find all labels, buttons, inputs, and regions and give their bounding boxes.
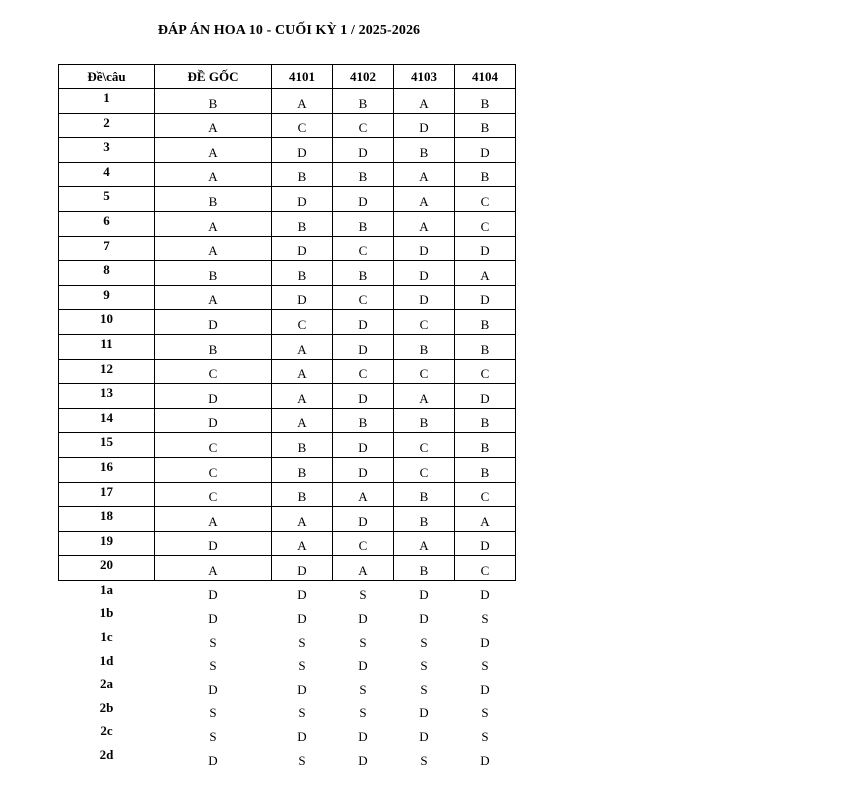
answer-4103: D: [419, 611, 429, 627]
answer-4103: C: [394, 359, 455, 384]
answer-4102: A: [333, 556, 394, 581]
question-number: 14: [59, 408, 155, 433]
header-exam-4102: 4102: [333, 65, 394, 89]
answer-4102: D: [333, 334, 394, 359]
table-row: [59, 261, 516, 286]
answer-4103: A: [394, 187, 455, 212]
answer-4102: S: [359, 587, 367, 603]
answer-4101: B: [272, 457, 333, 482]
answer-4104: D: [455, 384, 516, 409]
answer-4101: S: [298, 705, 306, 721]
answer-original: D: [155, 310, 272, 335]
answer-4101: D: [272, 138, 333, 163]
table-row: [59, 408, 516, 433]
answer-original: C: [155, 433, 272, 458]
answer-4102: B: [333, 211, 394, 236]
answer-4104: D: [455, 236, 516, 261]
answer-4103: S: [420, 752, 428, 768]
answer-4103: D: [419, 587, 429, 603]
question-number: 1c: [100, 629, 113, 645]
header-exam-4103: 4103: [394, 65, 455, 89]
table-row: [59, 652, 516, 676]
table-row: [59, 211, 516, 236]
answer-4102: C: [333, 285, 394, 310]
answer-4103: D: [394, 236, 455, 261]
table-row: [59, 604, 516, 628]
answer-4104: D: [480, 587, 490, 603]
table-row: [59, 138, 516, 163]
answer-4104: B: [455, 89, 516, 114]
answer-4104: C: [455, 211, 516, 236]
answer-4102: C: [333, 531, 394, 556]
answer-4104: B: [455, 334, 516, 359]
answer-4101: A: [272, 531, 333, 556]
answer-4104: B: [455, 310, 516, 335]
question-number: 1d: [99, 652, 114, 668]
answer-4104: D: [480, 681, 490, 697]
question-number: 12: [59, 359, 155, 384]
table-row: [59, 187, 516, 212]
answer-original: B: [155, 89, 272, 114]
answer-4103: B: [394, 507, 455, 532]
answer-4102: C: [333, 359, 394, 384]
answer-4102: B: [333, 408, 394, 433]
answer-4104: A: [455, 261, 516, 286]
question-number: 2a: [100, 676, 113, 692]
answer-4103: C: [394, 457, 455, 482]
answer-original: C: [155, 482, 272, 507]
answer-original: D: [155, 384, 272, 409]
question-number: 8: [59, 261, 155, 286]
question-number: 16: [59, 457, 155, 482]
question-number: 2c: [100, 723, 113, 739]
answer-4101: B: [272, 261, 333, 286]
table-row: [59, 580, 516, 604]
table-row: [59, 482, 516, 507]
answer-4103: D: [394, 285, 455, 310]
answer-original: A: [155, 138, 272, 163]
question-number: 15: [59, 433, 155, 458]
table-row: [59, 359, 516, 384]
table-row: [59, 236, 516, 261]
answer-original: A: [155, 211, 272, 236]
question-number: 9: [59, 285, 155, 310]
answer-4104: S: [481, 611, 489, 627]
answer-4102: D: [358, 658, 368, 674]
answer-4104: A: [455, 507, 516, 532]
answer-original: D: [208, 611, 218, 627]
answer-4102: S: [359, 681, 367, 697]
answer-4102: S: [359, 705, 367, 721]
question-number: 1b: [99, 605, 114, 621]
table-row: [59, 285, 516, 310]
answer-4103: S: [420, 658, 428, 674]
table-row: [59, 507, 516, 532]
answer-4104: C: [455, 556, 516, 581]
question-number: 2d: [99, 747, 114, 763]
answer-4101: D: [272, 285, 333, 310]
question-number: 11: [59, 334, 155, 359]
answer-4101: D: [272, 556, 333, 581]
answer-4102: B: [333, 162, 394, 187]
answer-original: D: [208, 681, 218, 697]
answer-4101: D: [272, 187, 333, 212]
table-row: [59, 113, 516, 138]
answer-4102: C: [333, 113, 394, 138]
table-header: [59, 65, 516, 89]
answer-4103: A: [394, 531, 455, 556]
answer-4101: A: [272, 408, 333, 433]
answer-4102: D: [333, 433, 394, 458]
answer-4103: A: [394, 211, 455, 236]
table-row: [59, 310, 516, 335]
answer-original: A: [155, 236, 272, 261]
answer-key-table: [58, 64, 516, 770]
answer-original: A: [155, 507, 272, 532]
table-row: [59, 334, 516, 359]
answer-4101: D: [297, 681, 307, 697]
answer-4104: C: [455, 359, 516, 384]
question-number: 17: [59, 482, 155, 507]
table-row: [59, 699, 516, 723]
question-number: 18: [59, 507, 155, 532]
answer-4104: C: [455, 187, 516, 212]
answer-4101: D: [272, 236, 333, 261]
header-question-exam: Đề\câu: [59, 65, 155, 89]
answer-4102: D: [333, 187, 394, 212]
answer-original: S: [209, 729, 217, 745]
table-row: [59, 746, 516, 770]
answer-4103: C: [394, 310, 455, 335]
answer-original: B: [155, 261, 272, 286]
answer-original: A: [155, 162, 272, 187]
answer-original: D: [208, 587, 218, 603]
answer-4102: D: [333, 138, 394, 163]
table-row: [59, 457, 516, 482]
table-row: [59, 675, 516, 699]
answer-4103: C: [394, 433, 455, 458]
question-number: 6: [59, 211, 155, 236]
table-row: [59, 722, 516, 746]
answer-4101: B: [272, 433, 333, 458]
answer-original: B: [155, 334, 272, 359]
answer-4102: D: [333, 310, 394, 335]
answer-4101: A: [272, 384, 333, 409]
answer-4102: B: [333, 261, 394, 286]
answer-4103: D: [394, 113, 455, 138]
answer-4102: D: [358, 729, 368, 745]
answer-original: D: [208, 752, 218, 768]
question-number: 20: [59, 556, 155, 581]
answer-original: S: [209, 634, 217, 650]
answer-4104: S: [481, 729, 489, 745]
answer-4101: S: [298, 634, 306, 650]
page-title: ĐÁP ÁN HOA 10 - CUỐI KỲ 1 / 2025-2026: [157, 23, 421, 38]
header-original-exam: ĐỀ GỐC: [155, 65, 272, 89]
answer-original: D: [155, 531, 272, 556]
question-number: 1a: [100, 581, 113, 597]
answer-4104: C: [455, 482, 516, 507]
answer-4103: B: [394, 482, 455, 507]
answer-4103: A: [394, 384, 455, 409]
answer-original: A: [155, 285, 272, 310]
question-number: 19: [59, 531, 155, 556]
answer-original: S: [209, 658, 217, 674]
answer-4103: S: [420, 681, 428, 697]
answer-4101: D: [297, 611, 307, 627]
answer-original: B: [155, 187, 272, 212]
answer-4101: D: [297, 729, 307, 745]
answer-4102: B: [333, 89, 394, 114]
answer-4103: B: [394, 138, 455, 163]
answer-4104: B: [455, 457, 516, 482]
header-exam-4104: 4104: [455, 65, 516, 89]
answer-4101: B: [272, 162, 333, 187]
header-row: [59, 65, 516, 89]
answer-4102: S: [359, 634, 367, 650]
answer-4103: S: [420, 634, 428, 650]
answer-original: A: [155, 113, 272, 138]
answer-4101: B: [272, 482, 333, 507]
answer-4102: D: [358, 752, 368, 768]
table-row: [59, 628, 516, 652]
answer-original: C: [155, 359, 272, 384]
answer-4103: D: [419, 705, 429, 721]
table-row: [59, 433, 516, 458]
table-row: [59, 531, 516, 556]
answer-4104: D: [455, 531, 516, 556]
table-row: [59, 162, 516, 187]
question-number: 10: [59, 310, 155, 335]
table-row: [59, 384, 516, 409]
answer-4101: S: [298, 658, 306, 674]
answer-4104: D: [480, 634, 490, 650]
answer-4101: C: [272, 113, 333, 138]
answer-4103: B: [394, 334, 455, 359]
answer-original: C: [155, 457, 272, 482]
answer-4103: B: [394, 408, 455, 433]
answer-4104: D: [455, 138, 516, 163]
answer-4104: B: [455, 433, 516, 458]
answer-4103: A: [394, 89, 455, 114]
answer-4104: S: [481, 705, 489, 721]
answer-original: S: [209, 705, 217, 721]
answer-4103: D: [419, 729, 429, 745]
answer-4104: S: [481, 658, 489, 674]
answer-4102: D: [333, 384, 394, 409]
table-body: [59, 89, 516, 770]
answer-4101: D: [297, 587, 307, 603]
answer-4101: A: [272, 334, 333, 359]
answer-4103: B: [394, 556, 455, 581]
question-number: 2: [59, 113, 155, 138]
question-number: 4: [59, 162, 155, 187]
answer-4101: S: [298, 752, 306, 768]
answer-original: A: [155, 556, 272, 581]
question-number: 7: [59, 236, 155, 261]
answer-4103: D: [394, 261, 455, 286]
table-row: [59, 89, 516, 114]
answer-4102: D: [333, 457, 394, 482]
answer-4101: A: [272, 359, 333, 384]
answer-4102: C: [333, 236, 394, 261]
header-exam-4101: 4101: [272, 65, 333, 89]
answer-4104: D: [480, 752, 490, 768]
answer-4104: D: [455, 285, 516, 310]
question-number: 5: [59, 187, 155, 212]
answer-4104: B: [455, 162, 516, 187]
answer-4104: B: [455, 408, 516, 433]
question-number: 13: [59, 384, 155, 409]
answer-4101: C: [272, 310, 333, 335]
answer-4101: A: [272, 507, 333, 532]
answer-4101: A: [272, 89, 333, 114]
answer-original: D: [155, 408, 272, 433]
answer-4102: A: [333, 482, 394, 507]
answer-4102: D: [333, 507, 394, 532]
question-number: 3: [59, 138, 155, 163]
question-number: 2b: [99, 699, 114, 715]
question-number: 1: [59, 89, 155, 114]
answer-4103: A: [394, 162, 455, 187]
answer-4104: B: [455, 113, 516, 138]
table-row: [59, 556, 516, 581]
answer-4101: B: [272, 211, 333, 236]
answer-4102: D: [358, 611, 368, 627]
